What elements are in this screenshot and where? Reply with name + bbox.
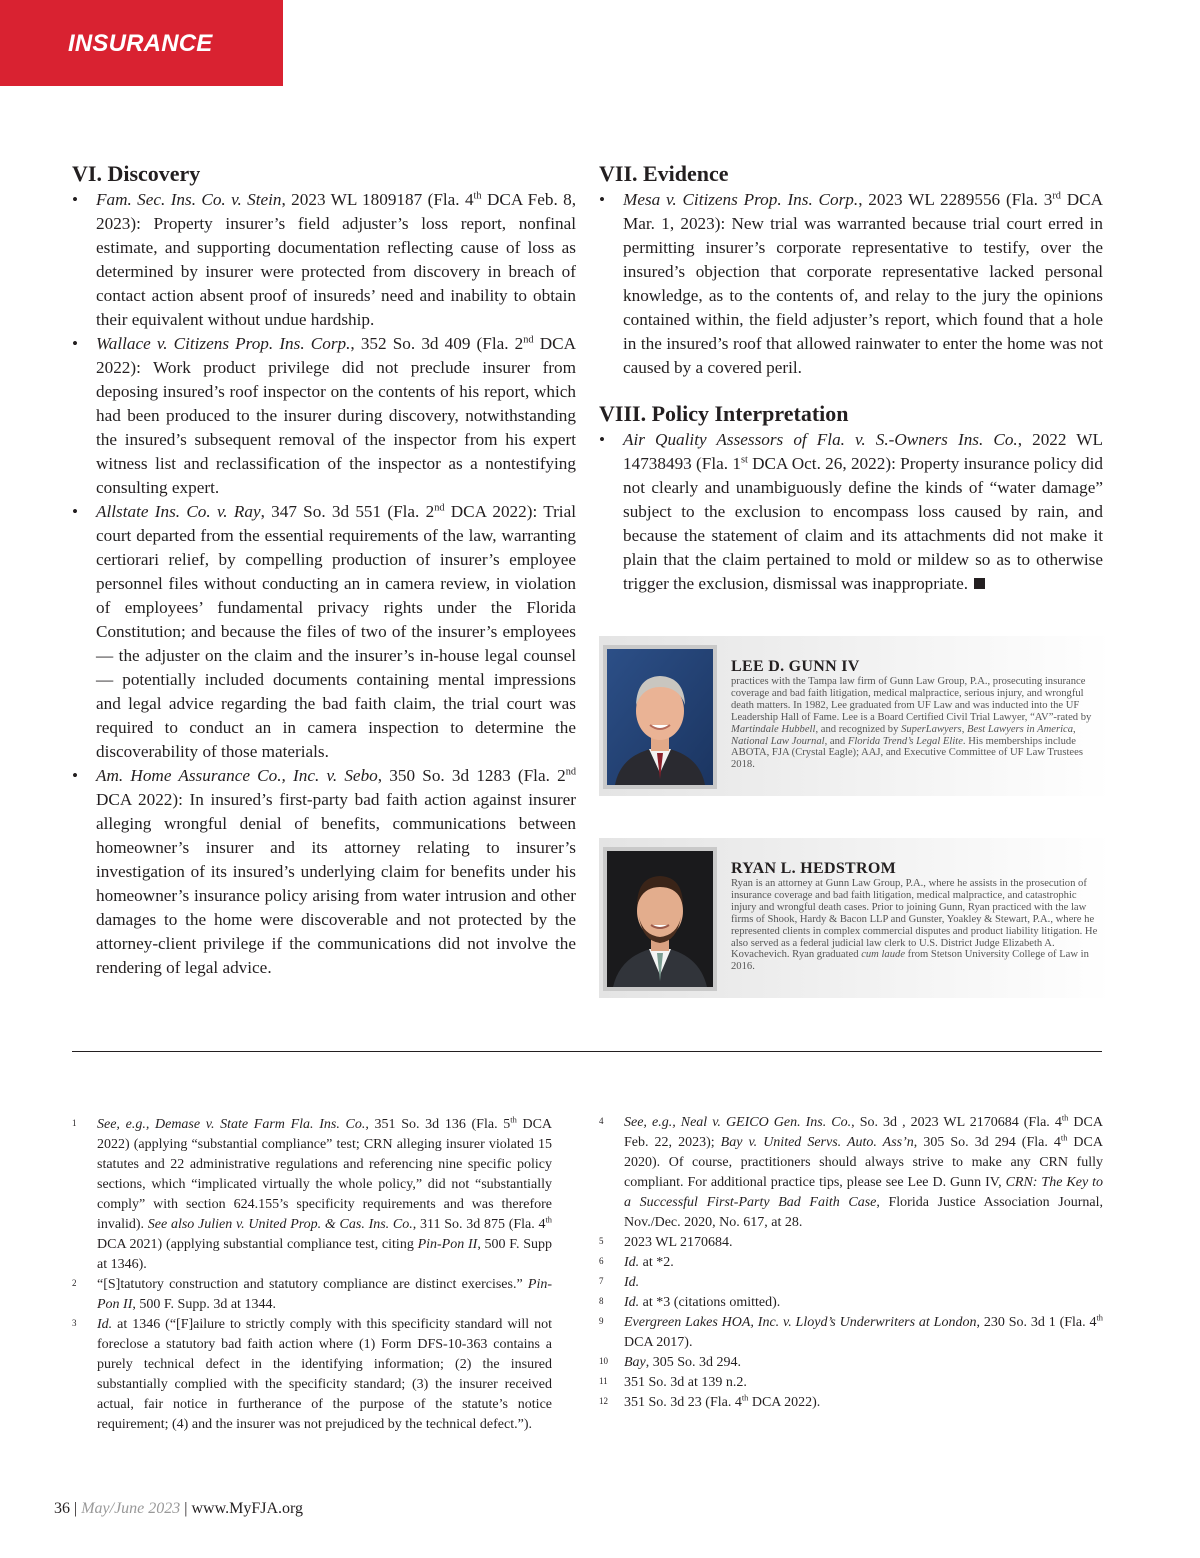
evidence-heading: VII. Evidence — [599, 161, 729, 186]
list-item: • Air Quality Assessors of Fla. v. S.-Owners Ins. Co., 2022 WL 14738493 (Fla. 1st DCA Oct. 26, 2022): Property insurance policy did not clearly and unambiguously define the kinds of “water damage” subject to the exclusion to encompass loss caused by rain, and because the statement of claim and its attachments did not make it plain that the claim pertained to mold or mildew so as to otherwise trigger the exclusion, dismissal was inappropriate. — [599, 428, 1103, 596]
policy-list — [599, 428, 1103, 596]
list-item: • Allstate Ins. Co. v. Ray, 347 So. 3d 551 (Fla. 2nd DCA 2022): Trial court departed from the essential requirements of the law, warranting certiorari relief, by compelling production of insurer’s employee personnel files without conducting an in camera review, in violation of employees’ fundamental privacy rights under the Florida Constitution; and because the files of two of the insurer’s employees — the adjuster on the claim and the insurer’s in-house legal counsel — potentially included documents containing mental impressions and legal advice regarding the bad faith claim, the trial court was required to conduct an in camera inspection to determine the discoverability of those materials. — [72, 500, 576, 764]
discovery-heading: VI. Discovery — [72, 161, 201, 186]
author-bio-text: practices with the Tampa law firm of Gunn Law Group, P.A., prosecuting insurance coverage and bad faith litigation, medical malpractice, serious injury, and wrongful death matters. In 1982, Lee graduated from UF Law and was inducted into the UF Leadership Hall of Fame. Lee is a Board Certified Civil Trial Lawyer, “AV”-rated by Martindale Hubbell, and recognized by SuperLawyers, Best Lawyers in America, National Law Journal, and Florida Trend’s Legal Elite. His memberships include ABOTA, FJA (Crystal Eagle); AAJ, and Executive Committee of UF Law Trustees 2018. — [731, 676, 1092, 771]
portrait-icon — [607, 851, 713, 987]
footnotes-right — [599, 1113, 1103, 1413]
footnote: 11 351 So. 3d at 139 n.2. — [599, 1375, 747, 1390]
portrait-icon — [607, 649, 713, 785]
list-item: • Am. Home Assurance Co., Inc. v. Sebo, 350 So. 3d 1283 (Fla. 2nd DCA 2022): In insured’s first-party bad faith action against insurer alleging wrongful denial of benefits, communications between homeowner’s insurer and its attorney relating to insurer’s investigation of its insured’s underlying claim for benefits under his homeowner’s insurance policy arising from water intrusion and other damages to the home were discoverable and not protected by the attorney-client privilege if the communications did not involve the rendering of legal advice. — [72, 764, 576, 980]
policy-heading: VIII. Policy Interpretation — [599, 401, 849, 426]
section-label: INSURANCE — [68, 30, 213, 57]
author-bio-text: Ryan is an attorney at Gunn Law Group, P.A., where he assists in the prosecution of insurance coverage and bad faith litigation, medical malpractice, and catastrophic injury and wrongful death cases. Prior to joining Gunn, Ryan practiced with the law firms of Shook, Hardy & Bacon LLP and Gunster, Yoakley & Stewart, P.A., where he represented clients in complex commercial disputes and product liability litigation. He also served as a federal judicial law clerk to U.S. District Judge Elizabeth A. Kovachevich. Ryan graduated cum laude from Stetson University College of Law in 2016. — [731, 878, 1098, 973]
footnote: 8 Id. at *3 (citations omitted). — [599, 1295, 781, 1310]
page-footer: 36 | May/June 2023 | www.MyFJA.org — [54, 1500, 304, 1517]
footnote: 1 See, e.g., Demase v. State Farm Fla. Ins. Co., 351 So. 3d 136 (Fla. 5th DCA 2022) (applying “substantial compliance” test; CRN alleging insurer violated 15 statutes and 22 administrative regulations and referencing nine specific policy sections, which “implicated virtually the whole policy,” did not “substantially comply” with section 624.155’s specificity requirements and was therefore invalid). See also Julien v. United Prop. & Cas. Ins. Co., 311 So. 3d 875 (Fla. 4th DCA 2021) (applying substantial compliance test, citing Pin-Pon II, 500 F. Supp at 1346). — [72, 1115, 553, 1272]
end-mark-icon — [974, 578, 985, 589]
author-name: RYAN L. HEDSTROM — [731, 860, 897, 877]
footnote: 6 Id. at *2. — [599, 1255, 674, 1270]
footnote: 7 Id. — [599, 1275, 640, 1290]
author-bio-gunn — [599, 636, 1111, 796]
right-column — [599, 158, 1103, 596]
section-banner — [0, 0, 283, 86]
left-column — [72, 158, 576, 980]
list-item: • Wallace v. Citizens Prop. Ins. Corp., 352 So. 3d 409 (Fla. 2nd DCA 2022): Work product privilege did not preclude insurer from deposing insured’s roof inspector on the contents of his report, which had been produced to the insurer during discovery, notwithstanding the insured’s subsequent removal of the inspector from his expert witness list and reclassification of the inspector as a nontestifying consulting expert. — [72, 332, 576, 500]
list-item: • Fam. Sec. Ins. Co. v. Stein, 2023 WL 1809187 (Fla. 4th DCA Feb. 8, 2023): Property insurer’s field adjuster’s loss report, nonfinal estimate, and supporting documentation reflecting cause of loss as determined by insurer were protected from discovery in breach of contact action absent proof of insureds’ need and inability to obtain their equivalent without undue hardship. — [72, 188, 576, 332]
author-bio-hedstrom — [599, 838, 1111, 998]
author-photo — [603, 645, 717, 789]
footnote: 2 “[S]tatutory construction and statutory compliance are distinct exercises.” Pin-Pon II, 500 F. Supp. 3d at 1344. — [72, 1277, 552, 1312]
list-item: • Mesa v. Citizens Prop. Ins. Corp., 2023 WL 2289556 (Fla. 3rd DCA Mar. 1, 2023): New trial was warranted because trial court erred in permitting insurer’s corporate representative to testify, over the insured’s objection that corporate representative lacked personal knowledge, as to the contents of, and relay to the jury the opinions contained within, the field adjuster’s report, which found that a hole in the insured’s roof that allowed rainwater to enter the home was not caused by a covered peril. — [599, 188, 1103, 380]
discovery-list — [72, 188, 576, 980]
website-link[interactable]: www.MyFJA.org — [191, 1500, 304, 1517]
footnote: 4 See, e.g., Neal v. GEICO Gen. Ins. Co., So. 3d , 2023 WL 2170684 (Fla. 4th DCA Feb. 22, 2023); Bay v. United Servs. Auto. Ass’n, 305 So. 3d 294 (Fla. 4th DCA 2020). Of course, practitioners should always strive to make any CRN fully compliant. For additional practice tips, please see Lee D. Gunn IV, CRN: The Key to a Successful First-Party Bad Faith Case, Florida Justice Association Journal, Nov./Dec. 2020, No. 617, at 28. — [599, 1113, 1104, 1230]
footnote-divider — [72, 1051, 1102, 1052]
author-photo — [603, 847, 717, 991]
page-number: 36 — [54, 1500, 70, 1517]
author-name: LEE D. GUNN IV — [731, 658, 860, 675]
evidence-list — [599, 188, 1103, 380]
footnote: 3 Id. at 1346 (“[F]ailure to strictly comply with this specificity standard will not foreclose a statutory bad faith action where (1) Form DFS-10-363 contains a purely technical defect in the identifying information; (2) the insured substantially complied with the specificity standard; (3) the insurer received actual, fair notice in furtherance of the purpose of the statute’s notice requirement; (4) and the insurer was not prejudiced by the technical defect.”). — [72, 1317, 552, 1432]
footnote: 9 Evergreen Lakes HOA, Inc. v. Lloyd’s Underwriters at London, 230 So. 3d 1 (Fla. 4th DCA 2017). — [599, 1313, 1103, 1350]
footnote: 12 351 So. 3d 23 (Fla. 4th DCA 2022). — [599, 1393, 821, 1410]
footnote: 10 Bay, 305 So. 3d 294. — [599, 1355, 742, 1370]
footnotes-left — [72, 1115, 552, 1435]
issue-date: May/June 2023 — [81, 1500, 181, 1517]
footnote: 5 2023 WL 2170684. — [599, 1235, 733, 1250]
